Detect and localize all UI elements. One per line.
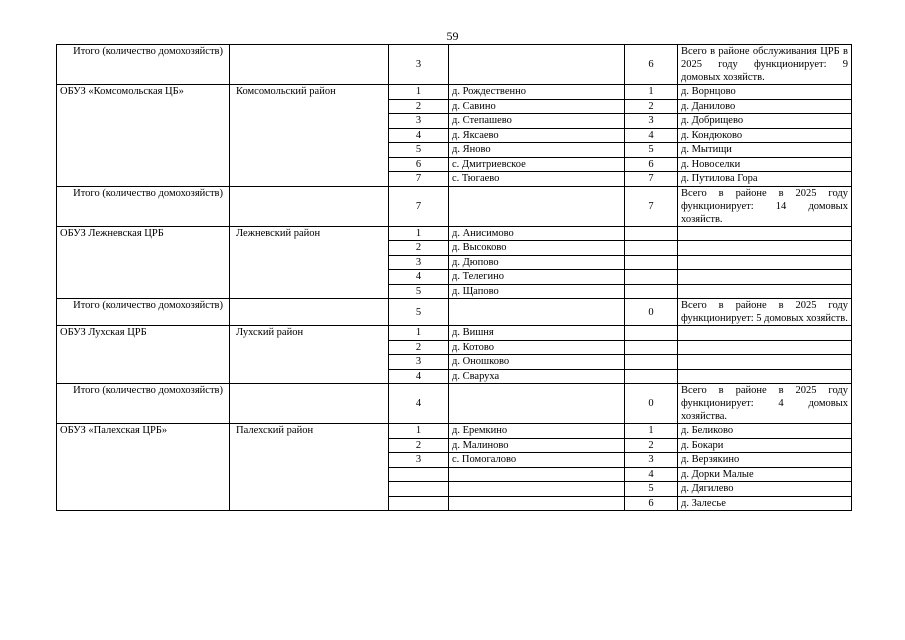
- settlement-number-2025: 4: [625, 128, 678, 143]
- settlement-row: [57, 85, 852, 100]
- settlement-name-2025: д. Дорки Малые: [678, 467, 852, 482]
- settlement-number-2025: 2: [625, 438, 678, 453]
- total-note: Всего в районе в 2025 году функционирует: 5 домовых хозяйств.: [678, 299, 852, 326]
- total-label: Итого (количество домохозяйств): [57, 384, 230, 424]
- settlement-row: [57, 424, 852, 439]
- settlement-number-2025: [625, 226, 678, 241]
- settlement-name: д. Малиново: [449, 438, 625, 453]
- households-table: [56, 44, 852, 511]
- settlement-number-2025: 6: [625, 157, 678, 172]
- settlement-number: 1: [389, 85, 449, 100]
- settlement-name-2025: [678, 226, 852, 241]
- settlement-name-2025: д. Добрищево: [678, 114, 852, 129]
- district-name: Лежневский район: [230, 226, 389, 299]
- total-empty-cell: [449, 45, 625, 85]
- settlement-name: [449, 482, 625, 497]
- total-count-b: 0: [625, 384, 678, 424]
- settlement-number: 3: [389, 255, 449, 270]
- settlement-number: 3: [389, 114, 449, 129]
- settlement-number-2025: 3: [625, 114, 678, 129]
- institution-name: ОБУЗ «Комсомольская ЦБ»: [57, 85, 230, 187]
- settlement-number-2025: 7: [625, 172, 678, 187]
- total-count-a: 5: [389, 299, 449, 326]
- total-count-a: 4: [389, 384, 449, 424]
- settlement-number: 3: [389, 453, 449, 468]
- settlement-number: 5: [389, 143, 449, 158]
- total-empty-cell: [230, 45, 389, 85]
- settlement-name-2025: д. Мытищи: [678, 143, 852, 158]
- total-count-a: 3: [389, 45, 449, 85]
- total-empty-cell: [230, 384, 389, 424]
- settlement-name: д. Еремкино: [449, 424, 625, 439]
- settlement-number: 3: [389, 355, 449, 370]
- total-empty-cell: [449, 186, 625, 226]
- settlement-number: 2: [389, 99, 449, 114]
- institution-name: ОБУЗ «Палехская ЦРБ»: [57, 424, 230, 511]
- total-label: Итого (количество домохозяйств): [57, 299, 230, 326]
- institution-name: ОБУЗ Лежневская ЦРБ: [57, 226, 230, 299]
- settlement-number-2025: [625, 284, 678, 299]
- settlement-number: 4: [389, 369, 449, 384]
- settlement-name: с. Тюгаево: [449, 172, 625, 187]
- settlement-name: д. Савино: [449, 99, 625, 114]
- settlement-number: 2: [389, 241, 449, 256]
- settlement-number-2025: 6: [625, 496, 678, 511]
- settlement-number-2025: 1: [625, 424, 678, 439]
- settlement-number: 4: [389, 128, 449, 143]
- total-count-b: 7: [625, 186, 678, 226]
- settlement-name-2025: д. Новоселки: [678, 157, 852, 172]
- settlement-number-2025: [625, 255, 678, 270]
- settlement-name-2025: д. Залесье: [678, 496, 852, 511]
- settlement-name: д. Вишня: [449, 326, 625, 341]
- district-name: Палехский район: [230, 424, 389, 511]
- total-row: [57, 45, 852, 85]
- settlement-number-2025: 3: [625, 453, 678, 468]
- settlement-name: д. Сваруха: [449, 369, 625, 384]
- settlement-name: [449, 467, 625, 482]
- settlement-name-2025: д. Путилова Гора: [678, 172, 852, 187]
- households-table-body: [57, 45, 852, 511]
- settlement-number-2025: 2: [625, 99, 678, 114]
- settlement-name: с. Помогалово: [449, 453, 625, 468]
- settlement-number-2025: 1: [625, 85, 678, 100]
- settlement-name-2025: д. Данилово: [678, 99, 852, 114]
- settlement-row: [57, 226, 852, 241]
- settlement-name-2025: [678, 326, 852, 341]
- settlement-name: [449, 496, 625, 511]
- settlement-name: д. Высоково: [449, 241, 625, 256]
- settlement-number-2025: 5: [625, 482, 678, 497]
- settlement-number: 6: [389, 157, 449, 172]
- settlement-name: д. Рождественно: [449, 85, 625, 100]
- page-number: 59: [446, 29, 459, 43]
- total-empty-cell: [230, 299, 389, 326]
- settlement-name: д. Щапово: [449, 284, 625, 299]
- settlement-name: д. Степашево: [449, 114, 625, 129]
- settlement-number: 2: [389, 438, 449, 453]
- total-row: [57, 384, 852, 424]
- total-empty-cell: [449, 384, 625, 424]
- total-note: Всего в районе в 2025 году функционирует: 14 домовых хозяйств.: [678, 186, 852, 226]
- total-count-a: 7: [389, 186, 449, 226]
- settlement-number: 1: [389, 326, 449, 341]
- settlement-number-2025: [625, 369, 678, 384]
- settlement-name: д. Котово: [449, 340, 625, 355]
- settlement-name-2025: д. Дягилево: [678, 482, 852, 497]
- settlement-name: д. Телегино: [449, 270, 625, 285]
- settlement-number-2025: [625, 241, 678, 256]
- settlement-name-2025: [678, 284, 852, 299]
- settlement-row: [57, 326, 852, 341]
- settlement-number-2025: 5: [625, 143, 678, 158]
- total-count-b: 0: [625, 299, 678, 326]
- settlement-name: д. Яксаево: [449, 128, 625, 143]
- total-count-b: 6: [625, 45, 678, 85]
- settlement-number: [389, 482, 449, 497]
- settlement-name-2025: д. Ворнцово: [678, 85, 852, 100]
- settlement-number: 5: [389, 284, 449, 299]
- settlement-name-2025: [678, 255, 852, 270]
- district-name: Комсомольский район: [230, 85, 389, 187]
- total-note: Всего в районе обслуживания ЦРБ в 2025 году функционирует: 9 домовых хозяйств.: [678, 45, 852, 85]
- settlement-number-2025: [625, 270, 678, 285]
- settlement-name-2025: [678, 340, 852, 355]
- settlement-name: д. Анисимово: [449, 226, 625, 241]
- total-label: Итого (количество домохозяйств): [57, 186, 230, 226]
- settlement-name: д. Дюпово: [449, 255, 625, 270]
- settlement-number-2025: 4: [625, 467, 678, 482]
- settlement-name-2025: д. Кондюково: [678, 128, 852, 143]
- settlement-number: 2: [389, 340, 449, 355]
- total-note: Всего в районе в 2025 году функционирует: 4 домовых хозяйства.: [678, 384, 852, 424]
- total-empty-cell: [449, 299, 625, 326]
- total-label: Итого (количество домохозяйств): [57, 45, 230, 85]
- settlement-number: 7: [389, 172, 449, 187]
- district-name: Лухский район: [230, 326, 389, 384]
- settlement-number-2025: [625, 340, 678, 355]
- settlement-name-2025: [678, 270, 852, 285]
- settlement-name: д. Оношково: [449, 355, 625, 370]
- settlement-name: д. Яново: [449, 143, 625, 158]
- settlement-name-2025: д. Бокари: [678, 438, 852, 453]
- settlement-number-2025: [625, 326, 678, 341]
- total-empty-cell: [230, 186, 389, 226]
- settlement-name-2025: д. Беликово: [678, 424, 852, 439]
- total-row: [57, 299, 852, 326]
- settlement-number: 4: [389, 270, 449, 285]
- settlement-name-2025: [678, 369, 852, 384]
- settlement-number: [389, 467, 449, 482]
- institution-name: ОБУЗ Лухская ЦРБ: [57, 326, 230, 384]
- settlement-name-2025: [678, 241, 852, 256]
- settlement-number: 1: [389, 226, 449, 241]
- settlement-number: [389, 496, 449, 511]
- total-row: [57, 186, 852, 226]
- settlement-name: с. Дмитриевское: [449, 157, 625, 172]
- settlement-number-2025: [625, 355, 678, 370]
- settlement-number: 1: [389, 424, 449, 439]
- settlement-name-2025: [678, 355, 852, 370]
- settlement-name-2025: д. Верзякино: [678, 453, 852, 468]
